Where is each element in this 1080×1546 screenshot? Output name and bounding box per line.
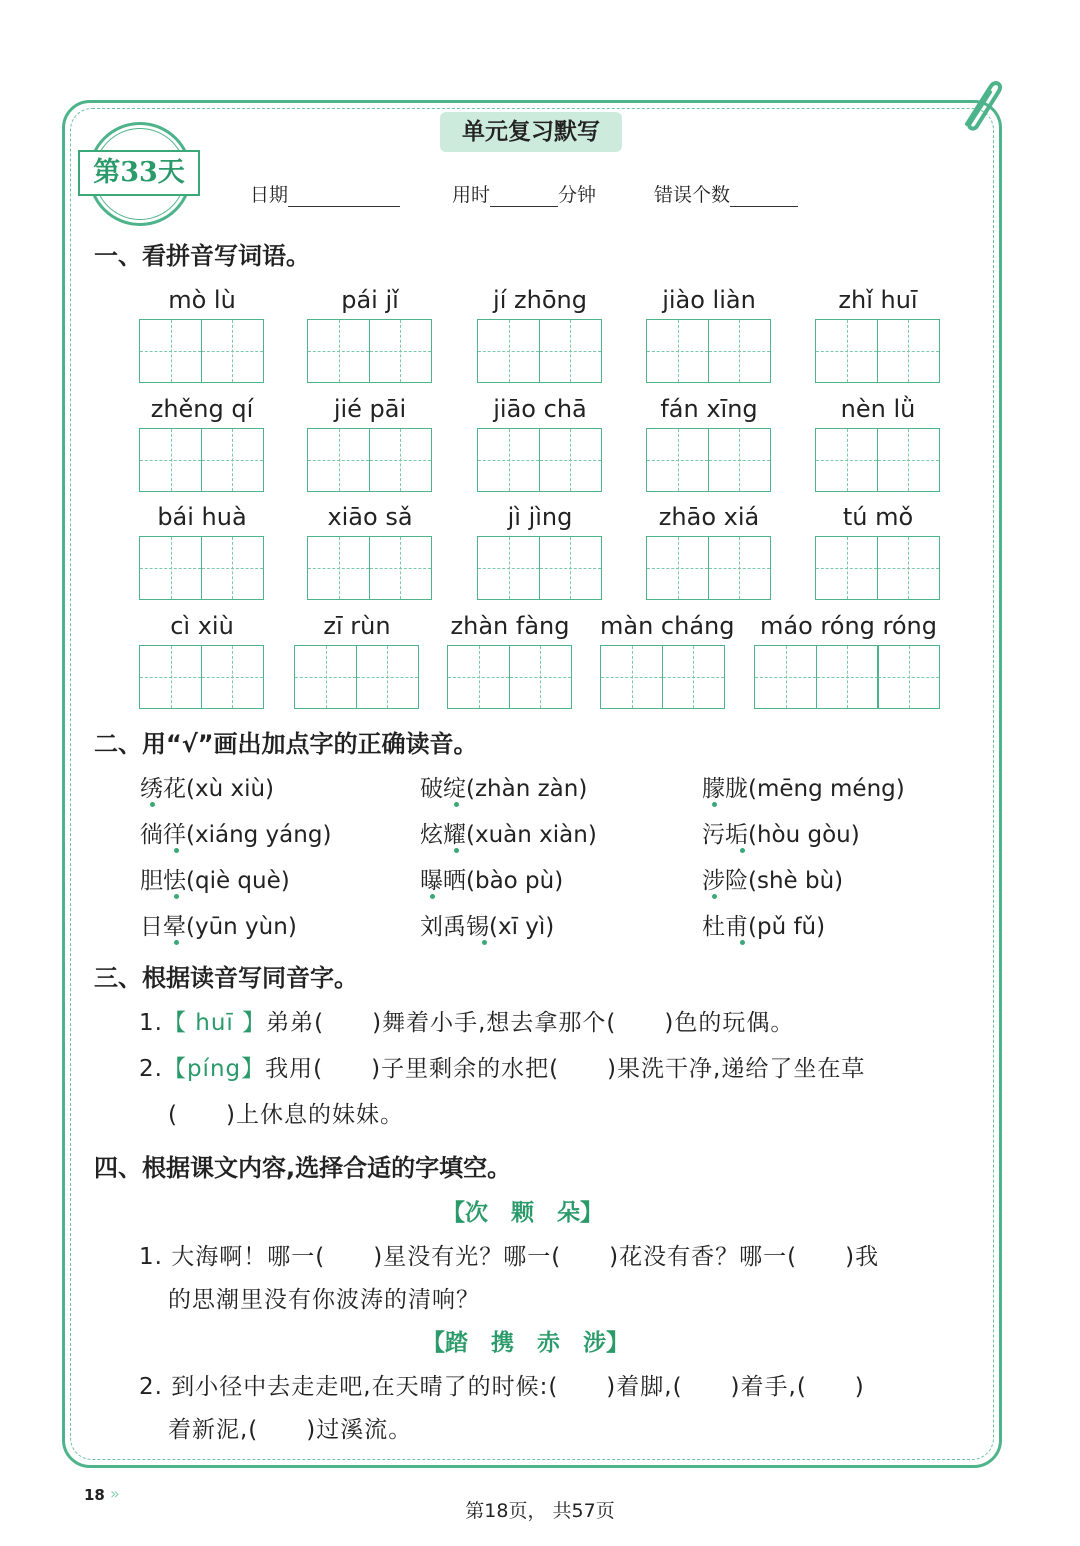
pinyin-text: máo róng róng bbox=[760, 612, 937, 640]
choice-item[interactable]: 日晕(yūn yùn) bbox=[140, 914, 297, 940]
writing-boxes[interactable] bbox=[600, 645, 725, 709]
writing-boxes[interactable] bbox=[646, 428, 771, 492]
date-field[interactable] bbox=[250, 180, 400, 207]
page-footer: 第18页， 共57页 bbox=[465, 1500, 615, 1522]
pinyin-key: 【píng】 bbox=[162, 1056, 266, 1082]
writing-boxes[interactable] bbox=[754, 645, 940, 709]
choice-item[interactable]: 涉险(shè bù) bbox=[702, 868, 844, 894]
pinyin-key: 【 huī 】 bbox=[162, 1010, 267, 1036]
worksheet-title: 单元复习默写 bbox=[440, 112, 622, 152]
double-chevron-icon: » bbox=[110, 1484, 120, 1503]
section2-title: 二、用“√”画出加点字的正确读音。 bbox=[94, 730, 478, 758]
choice-item[interactable]: 刘禹锡(xī yì) bbox=[420, 914, 555, 940]
writing-boxes[interactable] bbox=[447, 645, 572, 709]
date-label: 日期 bbox=[250, 184, 289, 206]
writing-boxes[interactable] bbox=[477, 536, 602, 600]
emphasis-dot bbox=[454, 802, 459, 807]
choice-item[interactable]: 炫耀(xuàn xiàn) bbox=[420, 822, 597, 848]
writing-boxes[interactable] bbox=[646, 319, 771, 383]
pinyin-text: cì xiù bbox=[170, 612, 234, 640]
question-number: 2. bbox=[139, 1056, 163, 1082]
time-field[interactable] bbox=[452, 180, 596, 207]
choice-item[interactable]: 徜徉(xiáng yáng) bbox=[140, 822, 332, 848]
homophone-question-1 bbox=[139, 1004, 794, 1037]
choice-item[interactable]: 绣花(xù xiù) bbox=[140, 776, 275, 802]
fill-question-2-line1[interactable]: 2. 到小径中去走走吧,在天晴了的时候:( )着脚,( )着手,( ) bbox=[139, 1374, 865, 1400]
emphasis-dot bbox=[454, 848, 459, 853]
pinyin-text: jiāo chā bbox=[493, 395, 587, 423]
pinyin-text: bái huà bbox=[157, 503, 247, 531]
writing-boxes[interactable] bbox=[139, 428, 264, 492]
pinyin-text: mò lù bbox=[168, 286, 236, 314]
pinyin-text: zhěng qí bbox=[150, 395, 254, 423]
section1-title: 一、看拼音写词语。 bbox=[94, 242, 310, 270]
pinyin-text: zhǐ huī bbox=[838, 286, 918, 314]
pinyin-text: jì jìng bbox=[507, 503, 573, 531]
question-text[interactable]: 我用( )子里剩余的水把( )果洗干净,递给了坐在草 bbox=[265, 1056, 866, 1082]
time-label: 用时 bbox=[452, 184, 491, 206]
fill-question-1-line2: 的思潮里没有你波涛的清响？ bbox=[168, 1287, 480, 1313]
pinyin-text: pái jǐ bbox=[341, 286, 399, 314]
choice-item[interactable]: 污垢(hòu gòu) bbox=[702, 822, 860, 848]
emphasis-dot bbox=[482, 940, 487, 945]
writing-boxes[interactable] bbox=[307, 319, 432, 383]
pinyin-text: màn cháng bbox=[600, 612, 735, 640]
emphasis-dot bbox=[740, 848, 745, 853]
section4-title: 四、根据课文内容,选择合适的字填空。 bbox=[94, 1154, 512, 1182]
pinyin-text: jiào liàn bbox=[662, 286, 756, 314]
writing-boxes[interactable] bbox=[646, 536, 771, 600]
emphasis-dot bbox=[740, 940, 745, 945]
word-choice-group-1: 【次 颗 朵】 bbox=[442, 1199, 603, 1226]
pinyin-text: zhāo xiá bbox=[658, 503, 760, 531]
emphasis-dot bbox=[174, 848, 179, 853]
homophone-question-2-cont[interactable]: ( )上休息的妹妹。 bbox=[168, 1102, 404, 1128]
writing-boxes[interactable] bbox=[477, 428, 602, 492]
choice-item[interactable]: 胆怯(qiè què) bbox=[140, 868, 290, 894]
pinyin-text: jié pāi bbox=[333, 395, 407, 423]
pinyin-text: tú mǒ bbox=[842, 503, 914, 531]
section3-title: 三、根据读音写同音字。 bbox=[94, 964, 358, 992]
emphasis-dot bbox=[174, 940, 179, 945]
choice-item[interactable]: 曝晒(bào pù) bbox=[420, 868, 564, 894]
writing-boxes[interactable] bbox=[139, 319, 264, 383]
choice-item[interactable]: 朦胧(mēng méng) bbox=[702, 776, 905, 802]
homophone-question-2 bbox=[139, 1050, 865, 1083]
choice-item[interactable]: 破绽(zhàn zàn) bbox=[420, 776, 588, 802]
emphasis-dot bbox=[174, 894, 179, 899]
pinyin-text: nèn lǜ bbox=[840, 395, 916, 423]
writing-boxes[interactable] bbox=[815, 319, 940, 383]
question-number: 1. bbox=[139, 1010, 163, 1036]
choice-item[interactable]: 杜甫(pǔ fǔ) bbox=[702, 914, 826, 940]
page-number: 18 bbox=[84, 1486, 105, 1504]
paperclip-icon bbox=[955, 72, 1005, 134]
writing-boxes[interactable] bbox=[139, 536, 264, 600]
writing-boxes[interactable] bbox=[139, 645, 264, 709]
errors-label: 错误个数 bbox=[654, 184, 731, 206]
fill-question-1-line1[interactable]: 1. 大海啊！哪一( )星没有光？哪一( )花没有香？哪一( )我 bbox=[139, 1244, 880, 1270]
writing-boxes[interactable] bbox=[815, 428, 940, 492]
writing-boxes[interactable] bbox=[477, 319, 602, 383]
question-text[interactable]: 弟弟( )舞着小手,想去拿那个( )色的玩偶。 bbox=[266, 1010, 795, 1036]
writing-boxes[interactable] bbox=[307, 536, 432, 600]
pinyin-text: xiāo sǎ bbox=[327, 503, 413, 531]
writing-boxes[interactable] bbox=[815, 536, 940, 600]
emphasis-dot bbox=[712, 802, 717, 807]
time-unit: 分钟 bbox=[558, 184, 597, 206]
emphasis-dot bbox=[150, 802, 155, 807]
day-label: 第33天 bbox=[78, 150, 200, 196]
errors-field[interactable] bbox=[654, 180, 798, 207]
fill-question-2-line2[interactable]: 着新泥,( )过溪流。 bbox=[168, 1417, 413, 1443]
pinyin-text: fán xīng bbox=[660, 395, 758, 423]
emphasis-dot bbox=[430, 894, 435, 899]
emphasis-dot bbox=[712, 894, 717, 899]
pinyin-text: zī rùn bbox=[323, 612, 391, 640]
pinyin-text: zhàn fàng bbox=[450, 612, 570, 640]
word-choice-group-2: 【踏 携 赤 涉】 bbox=[422, 1329, 629, 1356]
pinyin-text: jí zhōng bbox=[493, 286, 587, 314]
writing-boxes[interactable] bbox=[307, 428, 432, 492]
writing-boxes[interactable] bbox=[294, 645, 419, 709]
